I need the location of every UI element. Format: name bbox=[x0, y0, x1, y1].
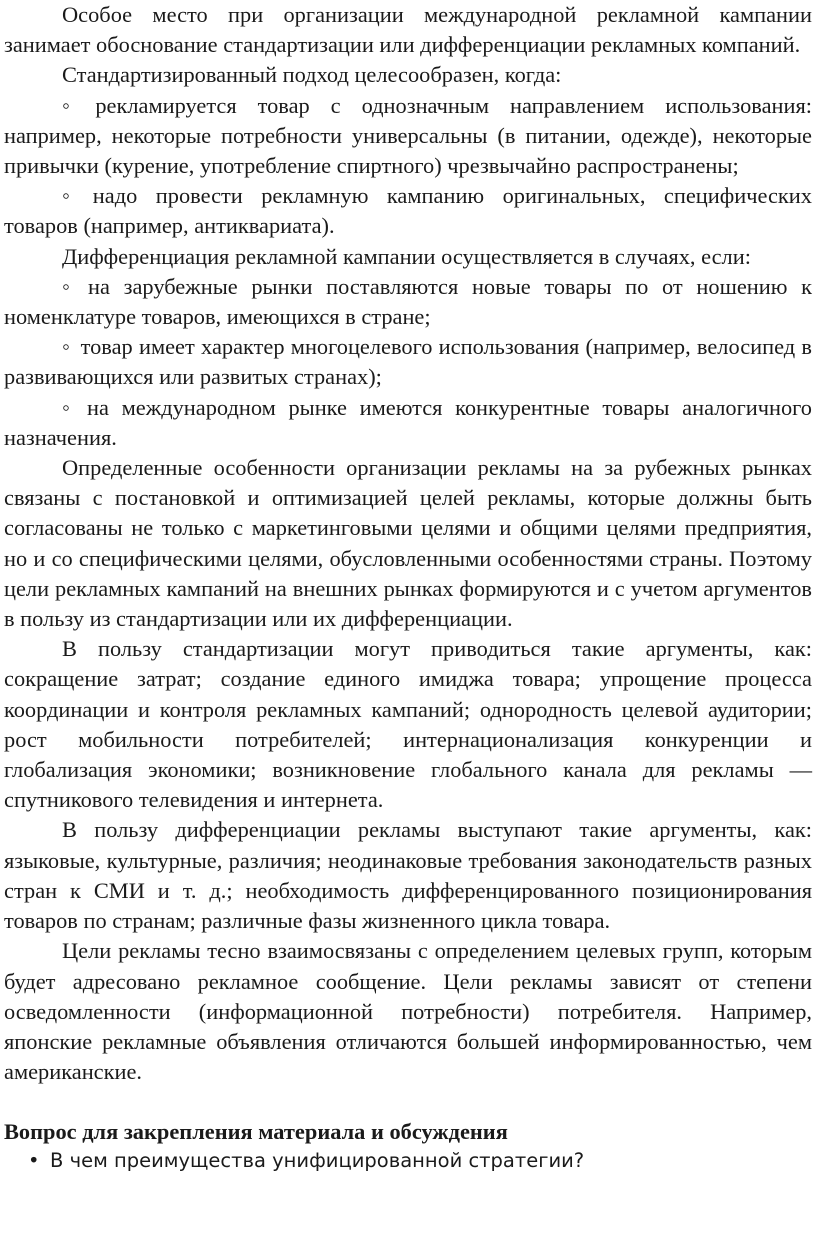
paragraph-intro: Особое место при организации международной рекламной кампании занимает обоснование стандартизации или дифференциации рекламных компаний. bbox=[4, 2, 812, 58]
discussion-heading: Вопрос для закрепления материала и обсуждения bbox=[4, 1119, 508, 1145]
paragraph-standardization-lead: Стандартизированный подход целесообразен, когда: bbox=[62, 62, 562, 88]
bullet-text: на международном рынке имеются конкурентные товары аналогичного назначения. bbox=[4, 394, 813, 450]
bullet-dot-icon: • bbox=[28, 1149, 40, 1173]
bullet-text: на зарубежные рынки поставляются новые товары по от ношению к номенклатуре товаров, имеющихся в стране; bbox=[4, 273, 813, 330]
paragraph-target-groups: Цели рекламы тесно взаимосвязаны с определением целевых групп, которым будет адресовано рекламное сообщение. Цели рекламы зависят от степени осведомленности (информационной потребности) потребителя. Например, японские рекламные объявления отличаются большей информированностью, чем американские. bbox=[4, 938, 812, 1085]
bullet-item bbox=[4, 393, 812, 453]
bullet-marker: ◦ bbox=[62, 183, 83, 209]
bullet-item bbox=[4, 181, 812, 241]
paragraph-features: Определенные особенности организации рекламы на за рубежных рынках связаны с постановкой и оптимизацией целей рекламы, которые должны быть согласованы не только с маркетинговыми целями и общими целями предприятия, но и со специфическими целями, обусловленными особенностями страны. Поэтому цели рекламных кампаний на внешних рынках формируются и с учетом аргументов в пользу из стандартизации или их дифференциации. bbox=[4, 455, 812, 632]
bullet-item bbox=[4, 332, 812, 392]
bullet-marker: ◦ bbox=[62, 394, 78, 420]
paragraph-standardization-arguments: В пользу стандартизации могут приводиться такие аргументы, как: сокращение затрат; создание единого имиджа товара; упрощение процесса координации и контроля рекламных кампаний; однородность целевой аудитории; рост мобильности потребителей; интернационализация конкуренции и глобализация экономики; возникновение глобального канала для рекламы — спутникового телевидения и интернета. bbox=[4, 636, 812, 813]
section-spacer bbox=[4, 1087, 812, 1117]
document-page bbox=[4, 0, 812, 1175]
bullet-text: товар имеет характер многоцелевого использования (например, велосипед в развивающихся или развитых странах); bbox=[4, 334, 813, 390]
bullet-text: рекламируется товар с однозначным направлением использования: например, некоторые потребности универсальны (в питании, одежде), некоторые привычки (курение, употребление спиртного) чрезвычайно распространены; bbox=[4, 92, 813, 179]
bullet-item bbox=[4, 91, 812, 182]
paragraph-differentiation-lead: Дифференциация рекламной кампании осуществляется в случаях, если: bbox=[62, 243, 751, 269]
bullet-item bbox=[4, 272, 812, 332]
bullet-marker: ◦ bbox=[62, 334, 71, 360]
bullet-marker: ◦ bbox=[62, 92, 86, 118]
bullet-marker: ◦ bbox=[62, 273, 79, 299]
paragraph-differentiation-arguments: В пользу дифференциации рекламы выступают такие аргументы, как: языковые, культурные, различия; неодинаковые требования законодательств разных стран к СМИ и т. д.; необходимость дифференцированного позиционирования товаров по странам; различные фазы жизненного цикла товара. bbox=[4, 817, 812, 934]
discussion-question bbox=[4, 1147, 812, 1175]
bullet-text: надо провести рекламную кампанию оригинальных, специфических товаров (например, антиквариата). bbox=[4, 183, 812, 239]
discussion-question-text: В чем преимущества унифицированной стратегии? bbox=[50, 1149, 585, 1173]
